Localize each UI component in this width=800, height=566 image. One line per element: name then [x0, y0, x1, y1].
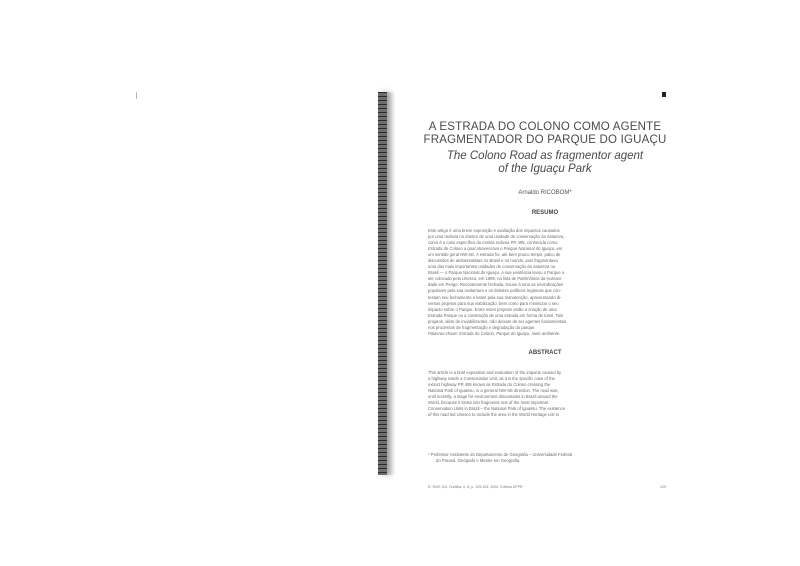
resumo-heading: RESUMO [531, 210, 559, 216]
resumo-line: discussões de ambientalistas no Brasil e no mundo, pois fragmentava [428, 258, 558, 264]
author-name: Arnaldo RICOBOM* [518, 190, 572, 196]
resumo-line: Este artigo é uma breve exposição e avaliação dos impactos causados [428, 228, 560, 233]
resumo-body [428, 228, 672, 337]
abstract-line: of this road led Unesco to include the area in the World Heritage List in [428, 412, 559, 418]
abstract-line: a highway inside a Conservation Unit, as it is the specific case of the [428, 376, 555, 382]
resumo-line: Estrada Parque ou a construção de uma estrada em forma de túnel. Tais [428, 312, 563, 318]
abstract-heading: ABSTRACT [528, 350, 562, 356]
abstract-line: extinct highway PR 495 known as Estrada do Colono crossing the [428, 382, 551, 388]
resumo-line: populares pela sua reabertura e os debates políticos regionais que con- [428, 288, 562, 294]
abstract-line: until recently, a stage for environment discussions in Brazil around the [428, 394, 558, 400]
book-binding-edge [378, 92, 387, 475]
abstract-line: World, because it broke into fragments one of the most important [428, 400, 549, 406]
abstract-line: This article is a brief exposition and evaluation of the impacts caused by [428, 370, 562, 375]
resumo-line: projetos, além de inviabilizantes, não deixam de ser agentes fundamentais [428, 318, 567, 324]
resumo-line: como é o caso específico da extinta rodovia PR 495, conhecida como [428, 240, 558, 246]
resumo-line: ser colocado pela Unesco, em 1999, na lista de Patrimônios da Humani- [428, 276, 563, 282]
footnote-line: do Paraná. Geógrafo e Mestre em Geografia. [436, 458, 521, 463]
resumo-line: por uma rodovia no interior de uma unidade de conservação da natureza, [428, 234, 565, 240]
abstract-line: Conservation Units in Brazil – the National Park of Iguassu. The existence [428, 406, 566, 412]
resumo-line: dade em Perigo. Recentemente fechada, trouxe à tona as reivindicações [428, 282, 564, 288]
resumo-line: uma das mais importantes unidades de conservação da natureza no [428, 264, 556, 270]
footnote [428, 452, 672, 464]
scan-corner-mark [662, 92, 666, 97]
resumo-line: Brasil — o Parque Nacional do Iguaçu. A sua existência levou o Parque a [428, 270, 565, 276]
title-english-line-1: The Colono Road as fragmentor agent [446, 150, 644, 162]
title-portuguese-line-1: A ESTRADA DO COLONO COMO AGENTE [428, 121, 662, 133]
abstract-body [428, 370, 672, 418]
resumo-line: nos processos de fragmentação e degradação do parque. [428, 324, 536, 330]
title-english-line-2: of the Iguaçu Park [498, 163, 592, 175]
resumo-line: Estrada do Colono a qual atravessava o Parque Nacional do Iguaçu, em [428, 246, 563, 252]
binding-shadow [387, 92, 395, 475]
footnote-line: * Professor Assistente do Departamento de Geografia – Universidade Federal [428, 452, 573, 457]
journal-citation: R. RA'E GA, Curitiba, n. 6, p. 129-153, 2002. Editora UFPR [428, 485, 523, 489]
scan-mark [136, 92, 137, 99]
resumo-line: impacto sobre o Parque. Entre estes projetos estão a criação de uma [428, 306, 557, 312]
resumo-line: testam seu fechamento e lutam pela sua manutenção, apresentando di- [428, 294, 562, 300]
page-number: 129 [660, 485, 666, 489]
resumo-line: um sentido geral NW-SE. A estrada foi, até bem pouco tempo, palco de [428, 252, 561, 258]
abstract-line: National Park of Iguassu, in a general NW-SE direction. The road was, [428, 388, 559, 394]
keywords-line: Palavras-chave: Estrada do Colono, Parque do Iguaçu, meio ambiente. [428, 330, 561, 336]
resumo-line: versos projetos para sua viabilização, bem como para minimizar o seu [428, 300, 559, 306]
title-portuguese-line-2: FRAGMENTADOR DO PARQUE DO IGUAÇU [423, 134, 667, 146]
